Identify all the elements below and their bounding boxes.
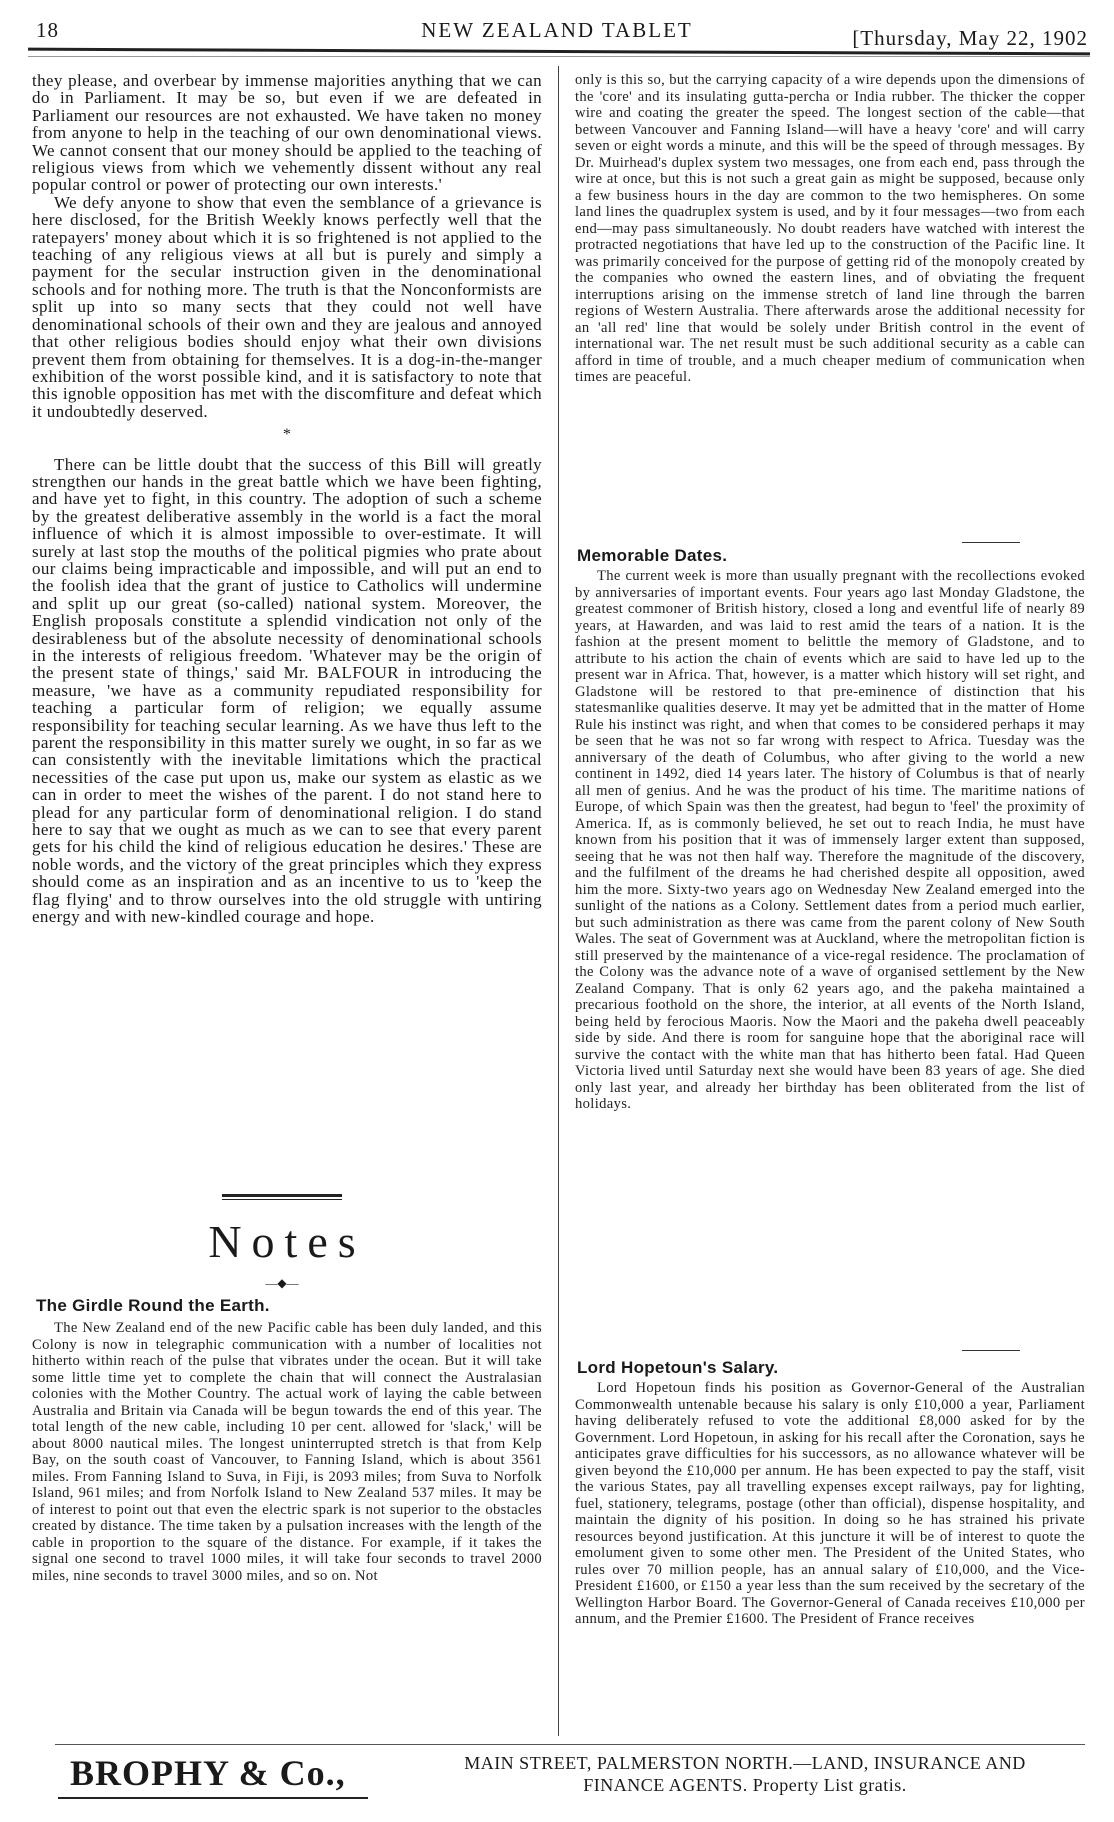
- article-heading-girdle: The Girdle Round the Earth.: [36, 1296, 270, 1315]
- advertiser-name: BROPHY & Co.,: [70, 1753, 346, 1793]
- editorial-paragraph: There can be little doubt that the success of this Bill will greatly strengthen our hands in the great battle which we have been fighting, and have yet to fight, in this country. The adoption of such a scheme by the greatest deliberative assembly in the world is a fact the moral influence of which it is almost impossible to over-estimate. It will surely at last stop the mouths of the political pigmies who prate about our claims being impracticable and impossible, and will put an end to the foolish idea that the grant of justice to Catholics will undermine and split up our great (so-called) national system. Moreover, the English proposals constitute a splendid vindication not only of the desirableness but of the absolute necessity of denominational schools in the interests of religious freedom. 'Whatever may be the origin of the present state of things,' said Mr. BALFOUR in introducing the measure, 'we have as a community repudiated responsibility for teaching a particular form of religion; we equally assume responsibility for teaching secular learning. As we have thus left to the parent the responsibility in this matter surely we ought, in so far as we can consistently with the inevitable limitations which the practical necessities of the case put upon us, make our system as elastic as we can in order to meet the wishes of the parent. I do not stand here to plead for any particular form of denominational religion. I do stand here to say that we ought as much as we can to see that every parent gets for his child the kind of religious education he desires.' These are noble words, and the victory of the great principles which they express should come as an inspiration and as an incentive to us to 'keep the flag flying' and to throw ourselves into the old struggle with untiring energy and with new-kindled courage and hope.: [32, 454, 542, 927]
- section-rule: [962, 542, 1020, 543]
- article-girdle: [32, 1320, 542, 1584]
- advertisement-line: MAIN STREET, PALMERSTON NORTH.—LAND, INSURANCE AND: [464, 1753, 1026, 1773]
- article-body: The current week is more than usually pregnant with the recollections evoked by anniversaries of important events. Four years ago last Monday Gladstone, the greatest commoner of British history, closed a long and eventful life of nearly 89 years, at Hawarden, and was laid to rest amid the tears of a nation. It is the fashion at the present moment to belittle the memory of Gladstone, and to attribute to his action the chain of events which are said to have led up to the present war in Africa. That, however, is a matter which history will set right, and Gladstone will be restored to that pre-eminence of distinction that his statesmanlike qualities deserve. It may yet be admitted that in the matter of Home Rule his instinct was right, and when that comes to be considered perhaps it may be seen that he was not so far wrong with respect to Africa. Tuesday was the anniversary of the death of Columbus, who after giving to the world a new continent in 1492, died 14 years later. The history of Columbus is that of nearly all men of genius. And he was the product of his time. The maritime nations of Europe, of which Spain was then the greatest, had begun to 'feel' the proximity of America. If, as is commonly believed, he set out to reach India, he must have known from his position that it was of immensely larger extent than supposed, seeing that he was not then half way. Therefore the magnitude of the discovery, and the fulfilment of the dreams he had cherished despite all opposition, awed him the more. Sixty-two years ago on Wednesday New Zealand emerged into the sunlight of the nations as a Colony. Settlement dates from a period much earlier, but such administration as there was came from the parent colony of New South Wales. The seat of Government was at Auckland, where the metropolitan fiction is still preserved by the maintenance of a vice-regal residence. The proclamation of the Colony was the advance note of a wave of organised settlement by the New Zealand Company. That is only 62 years ago, and the pakeha maintained a precarious foothold on the shore, the interior, at all events of the North Island, being held by ferocious Maoris. Now the Maori and the pakeha dwell peaceably side by side. And there is room for sanguine hope that the aboriginal race will survive the contact with the white man that has hitherto been fatal. Had Queen Victoria lived until Saturday next she would have been 83 years of age. She died only last year, and already her birthday has been obliterated from the list of holidays.: [575, 568, 1085, 1112]
- editorial-paragraph: We defy anyone to show that even the semblance of a grievance is here disclosed, for the British Weekly knows perfectly well that the ratepayers' money about which it is so frightened is not applied to the teaching of any religious views at all but is purely and simply a payment for the secular instruction given in the denominational schools and for nothing more. The truth is that the Nonconformists are split up into so many sects that they could not well have denominational schools of their own and they are jealous and annoyed that other religious bodies should enjoy what their own divisions prevent them from obtaining for themselves. It is a dog-in-the-manger exhibition of the worst possible kind, and it is satisfactory to note that this ignoble opposition has met with the discomfiture and defeat which it undoubtedly deserved.: [32, 192, 542, 421]
- notes-title: Notes: [208, 1216, 366, 1267]
- ornament-divider: —◆—: [265, 1276, 299, 1290]
- article-heading-memorable-dates: Memorable Dates.: [577, 546, 728, 565]
- article-body: Lord Hopetoun finds his position as Governor-General of the Australian Commonwealth untenable because his salary is only £10,000 a year, Parliament having deliberately refused to vote the additional £8,000 asked for by the Government. Lord Hopetoun, in asking for his recall after the Coronation, says he anticipates grave difficulties for his successors, as no allowance whatever will be given beyond the £10,000 per annum. He has been expected to pay the staff, visit the various States, pay all travelling expenses except railways, pay for lighting, fuel, stationery, telegrams, postage (other than official), dispense hospitality, and maintain the dignity of his position. In doing so he has strained his private resources beyond justification. At this juncture it will be of interest to quote the emolument given to some other men. The President of the United States, who rules over 70 million people, has an annual salary of £10,000, and the Vice-President £1600, or £150 a year less than the sum received by the secretary of the Wellington Harbor Board. The Governor-General of Canada receives £10,000 per annum, and the Premier £1600. The President of France receives: [575, 1380, 1085, 1627]
- article-body: The New Zealand end of the new Pacific cable has been duly landed, and this Colony is now in telegraphic communication with a number of localities not hitherto within reach of the pulse that vibrates under the ocean. But it will take some little time yet to complete the chain that will connect the Australasian colonies with the Mother Country. The actual work of laying the cable between Australia and Britain via Canada will be begun towards the end of this year. The total length of the new cable, including 10 per cent. allowed for 'slack,' will be about 8000 nautical miles. The longest uninterrupted stretch is that from Kelp Bay, on the south coast of Vancouver, to Fanning Island, which is about 3561 miles. From Fanning Island to Suva, in Fiji, is 2093 miles; from Suva to Norfolk Island, 961 miles; and from Norfolk Island to New Zealand 537 miles. It may be of interest to point out that even the electric spark is not superior to the obstacles created by distance. The time taken by a pulsation increases with the length of the cable in proportion to the square of the distance. For example, if it takes the signal one second to travel 1000 miles, it will take four seconds to travel 2000 miles, nine seconds to travel 3000 miles, and so on. Not: [32, 1320, 542, 1584]
- editorial-paragraph: they please, and overbear by immense majorities anything that we can do in Parliament. It may be so, but even if we are defeated in Parliament our resources are not exhausted. We have taken no money from anyone to help in the teaching of our own denominational views. We cannot consent that our money should be applied to the teaching of religious views from which we vehemently dissent without any real popular control or power of protecting our own interests.': [32, 71, 542, 195]
- footer-rule: [55, 1744, 1085, 1745]
- article-hopetoun-salary: [575, 1380, 1085, 1628]
- article-girdle-continued: [575, 72, 1085, 386]
- section-separator: *: [282, 426, 292, 444]
- advertisement-text: [400, 1752, 1090, 1796]
- notes-rule: [222, 1194, 342, 1197]
- notes-rule-thin: [222, 1199, 342, 1200]
- article-body: only is this so, but the carrying capacity of a wire depends upon the dimensions of the 'core' and its insulating gutta-percha or India rubber. The thicker the copper wire and coating the greater the speed. The longest section of the cable—that between Vancouver and Fanning Island—will have a heavy 'core' and will carry seven or eight words a minute, and this will be the speed of through messages. By Dr. Muirhead's duplex system two messages, one from each end, pass through the wire at once, but this is not such a great gain as might be supposed, because only a few business hours in the day are common to the two hemispheres. On some land lines the quadruplex system is used, and by it four messages—two from each end—may pass simultaneously. No doubt readers have watched with interest the protracted negotiations that have led up to the construction of the Pacific line. It was primarily conceived for the purpose of getting rid of the monopoly created by the companies who owned the eastern lines, and of obviating the frequent interruptions arising on the immense stretch of land line through the barren regions of Western Australia. There afterwards arose the additional necessity for an 'all red' line that would be solely under British control in the event of international war. The net result must be such additional security as a cable can afford in time of trouble, and a much cheaper medium of communication when times are peaceful.: [575, 72, 1085, 385]
- page-number: 18: [36, 18, 59, 42]
- issue-date: [Thursday, May 22, 1902: [852, 26, 1088, 50]
- advertiser-underline: [58, 1797, 368, 1799]
- editorial-continued: [32, 72, 542, 926]
- header-rule-thin: [28, 56, 1090, 57]
- newspaper-title: NEW ZEALAND TABLET: [421, 18, 693, 42]
- article-memorable-dates: [575, 568, 1085, 1113]
- article-heading-hopetoun: Lord Hopetoun's Salary.: [577, 1358, 779, 1377]
- section-rule: [962, 1350, 1020, 1351]
- column-divider: [558, 66, 559, 1736]
- advertisement-line: FINANCE AGENTS. Property List gratis.: [583, 1775, 907, 1795]
